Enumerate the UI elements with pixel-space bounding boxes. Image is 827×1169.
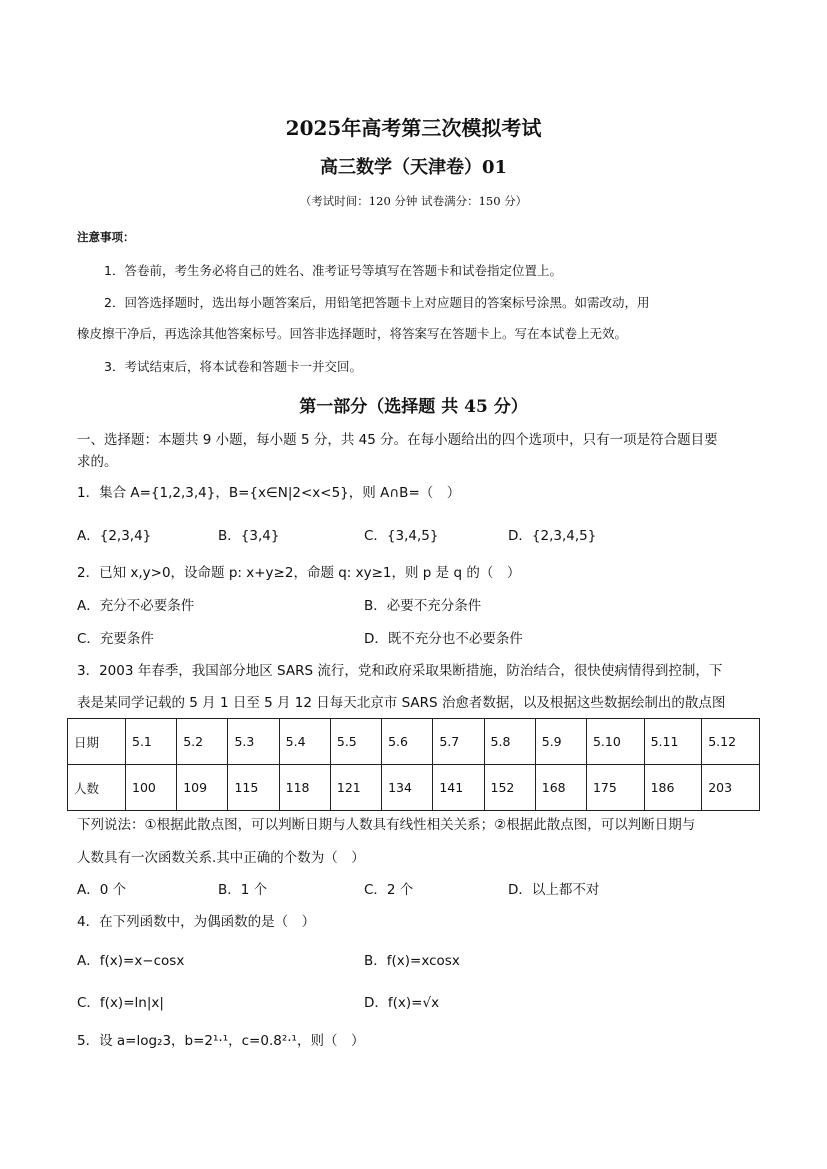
q3-option-d: D．以上都不对 <box>508 882 600 898</box>
q2-option-a: A．充分不必要条件 <box>77 598 195 614</box>
notice-item: 2．回答选择题时，选出每小题答案后，用铅笔把答题卡上对应题目的答案标号涂黑。如需改动，用 <box>104 295 650 310</box>
q3-stem: 表是某同学记载的 5 月 1 日至 5 月 12 日每天北京市 SARS 治愈者数据，以及根据这些数据绘制出的散点图 <box>77 695 726 711</box>
q1-option-b: B．{3,4} <box>218 528 280 544</box>
q2-option-d: D．既不充分也不必要条件 <box>364 631 523 647</box>
table-cell: 5.12 <box>702 719 760 765</box>
q4-option-a: A．f(x)=x−cosx <box>77 953 185 969</box>
q2-option-b: B．必要不充分条件 <box>364 598 482 614</box>
table-row-count <box>68 765 760 811</box>
table-cell: 5.4 <box>279 719 330 765</box>
table-cell: 5.2 <box>177 719 228 765</box>
notice-item: 3．考试结束后，将本试卷和答题卡一并交回。 <box>104 359 362 374</box>
q2-stem: 2．已知 x,y>0，设命题 p: x+y≥2，命题 q: xy≥1，则 p 是 q 的（ ） <box>77 565 521 581</box>
table-cell: 168 <box>535 765 586 811</box>
q1-option-a: A．{2,3,4} <box>77 528 152 544</box>
q3-option-b: B．1 个 <box>218 882 268 898</box>
q4-option-b: B．f(x)=xcosx <box>364 953 460 969</box>
notice-item: 橡皮擦干净后，再选涂其他答案标号。回答非选择题时，将答案写在答题卡上。写在本试卷上无效。 <box>77 326 628 341</box>
table-cell: 5.1 <box>126 719 177 765</box>
q3-stem: 3．2003 年春季，我国部分地区 SARS 流行，党和政府采取果断措施，防治结合，很快使病情得到控制，下 <box>77 663 723 679</box>
section-heading: 第一部分（选择题 共 45 分） <box>299 397 528 417</box>
table-cell: 5.11 <box>644 719 702 765</box>
table-cell: 118 <box>279 765 330 811</box>
table-cell: 141 <box>433 765 484 811</box>
table-cell: 186 <box>644 765 702 811</box>
intro-line: 求的。 <box>77 454 118 470</box>
table-cell: 5.10 <box>586 719 644 765</box>
table-cell: 5.3 <box>228 719 279 765</box>
table-cell: 5.9 <box>535 719 586 765</box>
q3-data-table <box>67 718 760 811</box>
q3-statements: 人数具有一次函数关系.其中正确的个数为（ ） <box>77 850 365 866</box>
table-row-date <box>68 719 760 765</box>
exam-info: （考试时间：120 分钟 试卷满分：150 分） <box>299 194 528 208</box>
q5-stem: 5．设 a=log₂3，b=2¹·¹，c=0.8²·¹，则（ ） <box>77 1033 365 1049</box>
q1-option-c: C．{3,4,5} <box>364 528 439 544</box>
table-cell: 152 <box>484 765 535 811</box>
q4-option-d: D．f(x)=√x <box>364 995 440 1011</box>
intro-line: 一、选择题：本题共 9 小题，每小题 5 分，共 45 分。在每小题给出的四个选项中，只有一项是符合题目要 <box>77 432 718 448</box>
table-cell: 175 <box>586 765 644 811</box>
q3-statements: 下列说法：①根据此散点图，可以判断日期与人数具有线性相关关系；②根据此散点图，可以判断日期与 <box>77 817 696 833</box>
table-cell: 134 <box>382 765 433 811</box>
table-cell: 人数 <box>68 765 126 811</box>
table-cell: 109 <box>177 765 228 811</box>
table-cell: 121 <box>330 765 381 811</box>
q3-option-a: A．0 个 <box>77 882 127 898</box>
table-cell: 5.6 <box>382 719 433 765</box>
q1-stem: 1．集合 A={1,2,3,4}，B={x∈N|2<x<5}，则 A∩B=（ ） <box>77 485 461 501</box>
table-cell: 日期 <box>68 719 126 765</box>
table-cell: 5.7 <box>433 719 484 765</box>
q2-option-c: C．充要条件 <box>77 631 154 647</box>
table-cell: 5.5 <box>330 719 381 765</box>
exam-subtitle: 高三数学（天津卷）01 <box>319 157 508 178</box>
notice-heading: 注意事项： <box>77 230 135 244</box>
q1-option-d: D．{2,3,4,5} <box>508 528 597 544</box>
exam-title: 2025年高考第三次模拟考试 <box>285 116 542 140</box>
q4-stem: 4．在下列函数中，为偶函数的是（ ） <box>77 914 316 930</box>
q4-option-c: C．f(x)=ln|x| <box>77 995 164 1011</box>
q3-option-c: C．2 个 <box>364 882 414 898</box>
table-cell: 100 <box>126 765 177 811</box>
table-cell: 115 <box>228 765 279 811</box>
table-cell: 5.8 <box>484 719 535 765</box>
notice-item: 1．答卷前，考生务必将自己的姓名、准考证号等填写在答题卡和试卷指定位置上。 <box>104 263 562 278</box>
table-cell: 203 <box>702 765 760 811</box>
